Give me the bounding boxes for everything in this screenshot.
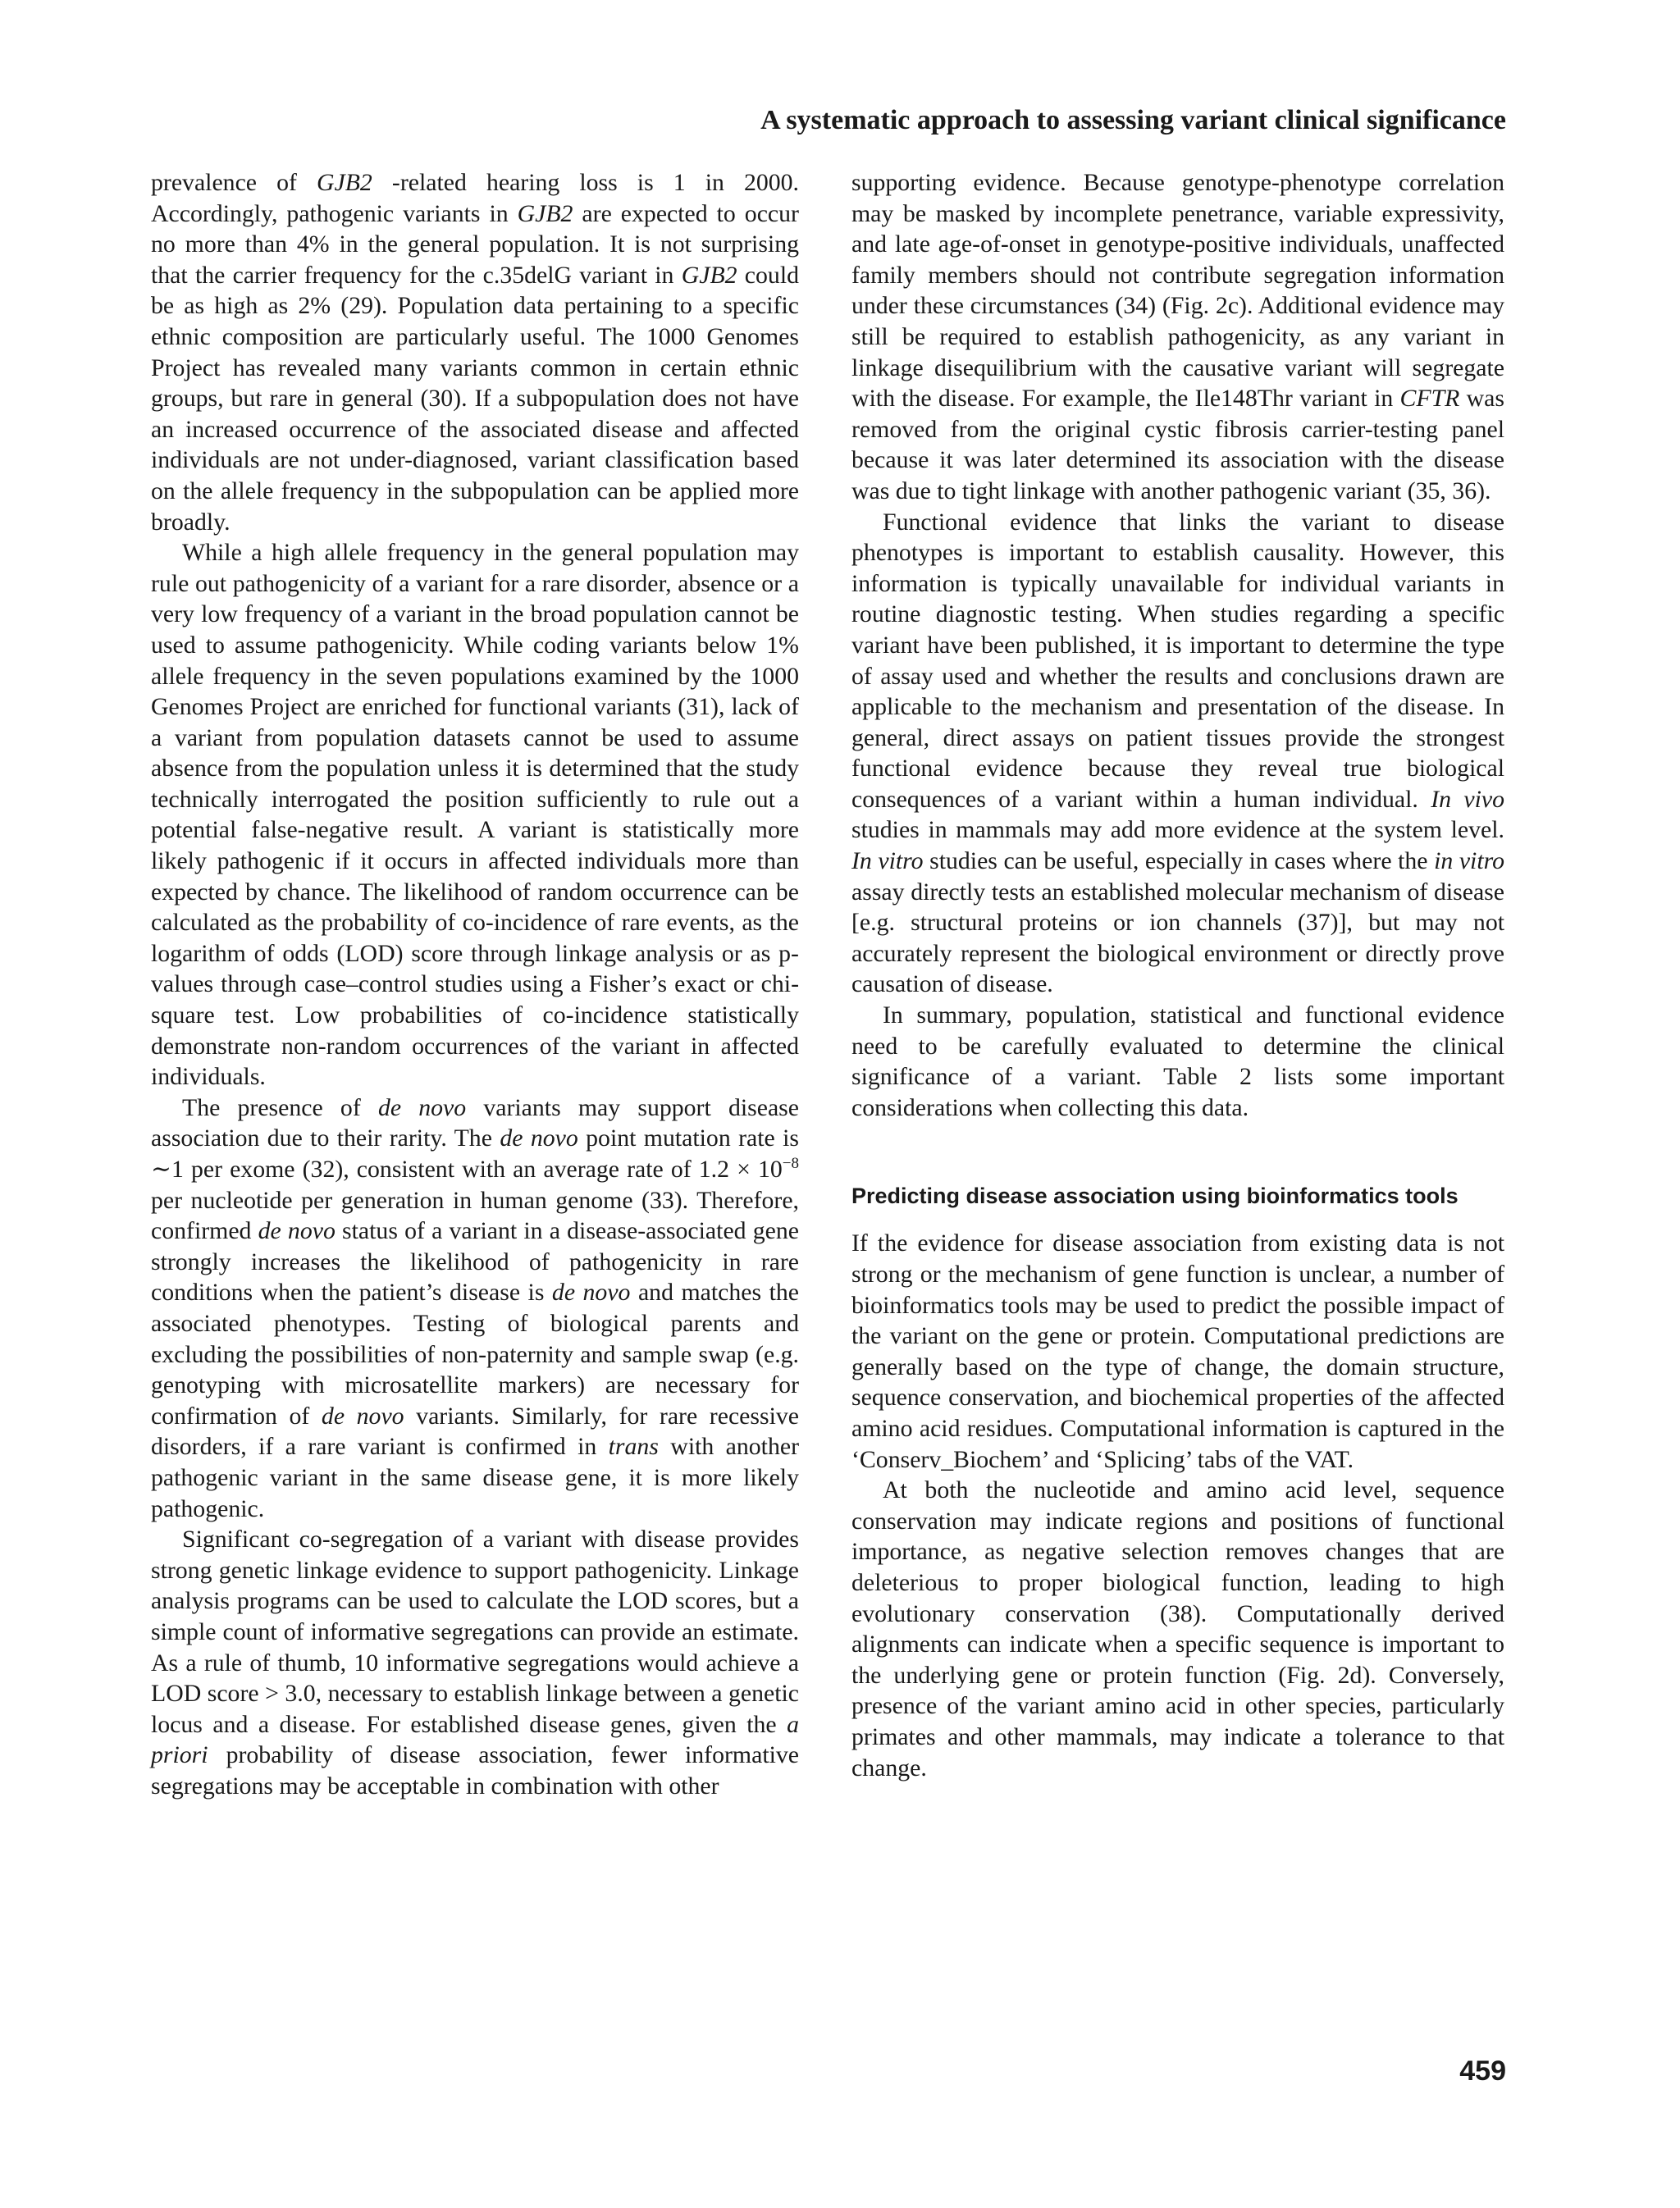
paragraph — [851, 167, 1504, 507]
italic-term: in vitro — [1434, 847, 1504, 875]
left-column — [151, 167, 799, 1801]
paragraph — [151, 1093, 799, 1524]
text-run: assay directly tests an established molecular mechanism of disease [e.g. structural proteins or ion channels (37)], but may not accurately represent the biological environment or directly prove causation of disease. — [851, 878, 1504, 998]
section-heading: Predicting disease association using bioinformatics tools — [851, 1184, 1459, 1209]
text-run: prevalence of — [151, 169, 317, 196]
gene-name: CFTR — [1399, 385, 1460, 413]
paragraph — [151, 167, 799, 537]
text-run: could be as high as 2% (29). Population data pertaining to a specific ethnic composition are particularly useful. The 1000 Genomes Project has revealed many variants common in certain ethnic groups, but rare in general (30). If a subpopulation does not have an increased occurrence of the associated disease and affected individuals are not under-diagnosed, variant classification based on the allele frequency in the subpopulation can be applied more broadly. — [151, 261, 800, 536]
text-run: probability of disease association, fewer informative segregations may be acceptable in combination with other — [151, 1741, 799, 1800]
italic-term: In vitro — [851, 847, 924, 875]
paragraph: In summary, population, statistical and functional evidence need to be carefully evaluated to determine the clinical significance of a variant. Table 2 lists some important considerations when collecting this data. — [851, 1001, 1504, 1121]
paragraph — [151, 1524, 799, 1801]
text-run: are expected to occur no more than 4% in the general population. It is not surprising that the carrier frequency for the c.35delG variant in — [151, 199, 799, 289]
gene-name: GJB2 — [517, 199, 573, 227]
text-run: and matches the associated phenotypes. Testing of biological parents and excluding the possibilities of non-paternity and sample swap (e.g. genotyping with microsatellite markers) are necessary for confirmation of — [151, 1279, 799, 1430]
text-run: with another pathogenic variant in the same disease gene, it is more likely pathogenic. — [151, 1433, 799, 1522]
italic-term: a priori — [151, 1710, 799, 1769]
italic-term: de novo — [551, 1279, 631, 1307]
text-run: point mutation rate is ∼1 per exome (32), consistent with an average rate of 1.2 × 10 — [151, 1125, 800, 1183]
paragraph: While a high allele frequency in the general population may rule out pathogenicity of a variant for a rare disorder, absence or a very low frequency of a variant in the broad population cannot be used to assume pathogenicity. While coding variants below 1% allele frequency in the seven populations examined by the 1000 Genomes Project are enriched for functional variants (31), lack of a variant from population datasets cannot be used to assume absence from the population unless it is determined that the study technically interrogated the position sufficiently to rule out a potential false-negative result. A variant is statistically more likely pathogenic if it occurs in affected individuals more than expected by chance. The likelihood of random occurrence can be calculated as the probability of co-incidence of rare events, as the logarithm of odds (LOD) score through linkage analysis or as p-values through case–control studies using a Fisher’s exact or chi-square test. Low probabilities of co-incidence statistically demonstrate non-random occurrences of the variant in affected individuals. — [151, 539, 799, 1091]
text-run: status of a variant in a disease-associated gene strongly increases the likelihood of pathogenicity in rare conditions when the patient’s disease is — [151, 1217, 799, 1307]
italic-term: de novo — [321, 1402, 404, 1430]
text-run: supporting evidence. Because genotype-phenotype correlation may be masked by incomplete penetrance, variable expressivity, and late age-of-onset in genotype-positive individuals, unaffected family members should not contribute segregation information under these circumstances (34) (Fig. 2c). Additional evidence may still be required to establish pathogenicity, as any variant in linkage disequilibrium with the causative variant will segregate with the disease. For example, the Ile148Thr variant in — [851, 169, 1504, 413]
paragraph: If the evidence for disease association from existing data is not strong or the mechanism of gene function is unclear, a number of bioinformatics tools may be used to predict the possible impact of the variant on the gene or protein. Computational predictions are generally based on the type of change, the domain structure, sequence conservation, and biochemical properties of the affected amino acid residues. Computational information is captured in the ‘Conserv_Biochem’ and ‘Splicing’ tabs of the VAT. — [851, 1229, 1504, 1473]
text-run: studies in mammals may add more evidence at the system level. — [851, 816, 1504, 844]
text-run: -related hearing loss is 1 in 2000. Accordingly, pathogenic variants in — [151, 169, 799, 227]
exponent: −8 — [782, 1155, 799, 1172]
text-run: variants may support disease association due to their rarity. The — [151, 1093, 799, 1152]
text-run: was removed from the original cystic fibrosis carrier-testing panel because it was later determined its association with the disease was due to tight linkage with another pathogenic variant (35, 36). — [851, 385, 1504, 504]
italic-term: In vivo — [1431, 785, 1504, 813]
italic-term: de novo — [258, 1217, 336, 1245]
right-column — [851, 167, 1504, 1783]
text-run: Significant co-segregation of a variant with disease provides strong genetic linkage evidence to support pathogenicity. Linkage analysis programs can be used to calculate the LOD scores, but a simple count of informative segregations can provide an estimate. As a rule of thumb, 10 informative segregations would achieve a LOD score > 3.0, necessary to establish linkage between a genetic locus and a disease. For established disease genes, given the — [151, 1526, 799, 1738]
running-title: A systematic approach to assessing variant clinical significance — [760, 105, 1506, 135]
italic-term: trans — [608, 1433, 659, 1461]
gene-name: GJB2 — [681, 261, 737, 289]
page-number: 459 — [1459, 2055, 1506, 2087]
paragraph: At both the nucleotide and amino acid level, sequence conservation may indicate regions and positions of functional importance, as negative selection removes changes that are deleterious to proper biological function, leading to high evolutionary conservation (38). Computationally derived alignments can indicate when a specific sequence is important to the underlying gene or protein function (Fig. 2d). Conversely, presence of the variant amino acid in other species, particularly primates and other mammals, may indicate a tolerance to that change. — [851, 1476, 1504, 1781]
text-run: per nucleotide per generation in human genome (33). Therefore, confirmed — [151, 1186, 799, 1245]
italic-term: de novo — [500, 1125, 578, 1152]
text-run: The presence of — [182, 1093, 378, 1121]
gene-name: GJB2 — [316, 169, 372, 196]
text-run: Functional evidence that links the variant to disease phenotypes is important to establish causality. However, this information is typically unavailable for individual variants in routine diagnostic testing. When studies regarding a specific variant have been published, it is important to determine the type of assay used and whether the results and conclusions drawn are applicable to the mechanism and presentation of the disease. In general, direct assays on patient tissues provide the strongest functional evidence because they reveal true biological consequences of a variant within a human individual. — [851, 508, 1504, 813]
text-run: studies can be useful, especially in cases where the — [923, 847, 1435, 875]
paragraph — [851, 507, 1504, 1001]
text-run: variants. Similarly, for rare recessive disorders, if a rare variant is confirmed in — [151, 1402, 799, 1461]
italic-term: de novo — [377, 1093, 467, 1121]
